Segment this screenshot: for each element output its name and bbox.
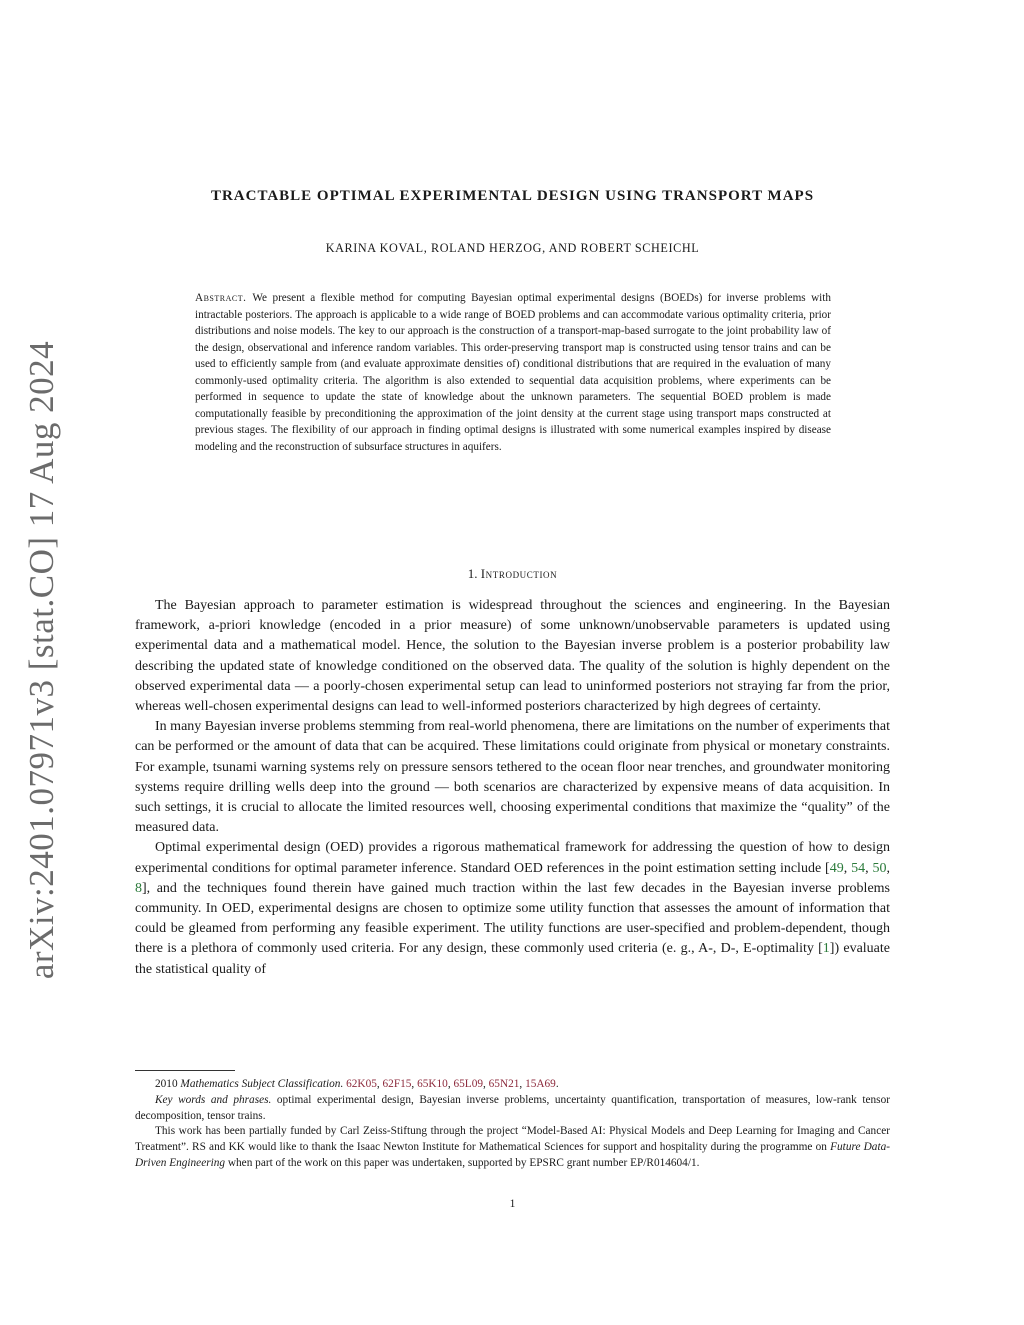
- msc-footnote: [135, 1077, 890, 1093]
- section-title: Introduction: [480, 566, 558, 581]
- citation-link[interactable]: 8: [135, 880, 142, 896]
- paragraph-3-text-a: Optimal experimental design (OED) provides a rigorous mathematical framework for addressing the question of how to design experimental conditions for optimal parameter inference. Standard OED references in the point estimation setting include [: [135, 840, 890, 876]
- funding-footnote: [135, 1124, 890, 1171]
- msc-separator: ,: [447, 1078, 454, 1090]
- footnotes: [135, 1077, 890, 1172]
- citation-link[interactable]: 54: [851, 860, 866, 876]
- citation-separator: ,: [865, 860, 873, 876]
- funding-text-a: This work has been partially funded by Carl Zeiss-Stiftung through the project “Model-Based AI: Physical Models and Deep Learning for Imaging and Cancer Treatment”. RS and KK would like to thank the Isaac Newton Institute for Mathematical Sciences for support and hospitality during the programme on: [135, 1125, 890, 1154]
- section-number: 1.: [467, 566, 478, 581]
- msc-end: .: [555, 1078, 559, 1090]
- msc-separator: ,: [519, 1078, 526, 1090]
- keywords-footnote: [135, 1093, 890, 1125]
- funding-text-b: when part of the work on this paper was undertaken, supported by EPSRC grant number EP/R014604/1.: [225, 1156, 700, 1169]
- paragraph-3-text-b: ], and the techniques found therein have gained much traction within the last few decades in the Bayesian inverse problems community. In OED, experimental designs are chosen to optimize some utility function that assesses the amount of information that could be gleamed from performing any feasible experiment. The utility functions are user-specified and problem-dependent, though there is a plethora of commonly used criteria. For any design, these commonly used criteria (e. g., A-, D-, E-optimality [: [135, 880, 890, 957]
- paragraph-3-text-c: ]) evaluate the statistical quality of: [135, 941, 890, 977]
- msc-separator: ,: [411, 1078, 418, 1090]
- keywords-label: Key words and phrases.: [155, 1093, 272, 1106]
- citation-link[interactable]: 49: [829, 860, 844, 876]
- body-text: [135, 596, 890, 980]
- citation-link[interactable]: 50: [872, 860, 887, 876]
- msc-code-link[interactable]: 62F15: [382, 1078, 412, 1090]
- paragraph-2: In many Bayesian inverse problems stemming from real-world phenomena, there are limitations on the number of experiments that can be performed or the amount of data that can be acquired. These limitations could originate from physical or monetary constraints. For example, tsunami warning systems rely on pressure sensors tethered to the ocean floor near trenches, and groundwater monitoring systems require drilling wells deep into the ground — both scenarios are characterized by expensive means of data acquisition. In such settings, it is crucial to allocate the limited resources well, choosing experimental conditions that maximize the “quality” of the measured data.: [135, 719, 890, 836]
- funding-programme: Future Data-Driven Engineering: [135, 1141, 891, 1169]
- abstract-text: We present a flexible method for computing Bayesian optimal experimental designs (BOEDs) for inverse problems with intractable posteriors. The approach is applicable to a wide range of BOED problems and can accommodate various optimality criteria, prior distributions and noise models. The key to our approach is the construction of a transport-map-based surrogate to the joint probability law of the design, observational and inference random variables. This order-preserving transport map is constructed using tensor trains and can be used to efficiently sample from (and evaluate approximate densities of) conditional distributions that are required in the evaluation of many commonly-used optimality criteria. The algorithm is also extended to sequential data acquisition problems, where experiments can be performed in sequence to update the state of knowledge about the unknown parameters. The sequential BOED problem is made computationally feasible by preconditioning the approximation of the joint density at the current stage using transport maps constructed at previous stages. The flexibility of our approach in finding optimal designs is illustrated with some numerical examples inspired by disease modeling and the reconstruction of subsurface structures in aquifers.: [195, 292, 831, 453]
- msc-code-link[interactable]: 62K05: [346, 1078, 377, 1090]
- abstract: [195, 290, 831, 455]
- msc-separator: ,: [483, 1078, 489, 1090]
- msc-code-link[interactable]: 15A69: [525, 1078, 556, 1090]
- arxiv-identifier-text: arXiv:2401.07971v3 [stat.CO] 17 Aug 2024: [22, 340, 62, 980]
- paper-title: TRACTABLE OPTIMAL EXPERIMENTAL DESIGN USING TRANSPORT MAPS: [210, 188, 815, 204]
- paragraph-3: [135, 838, 890, 979]
- msc-label: Mathematics Subject Classification.: [180, 1078, 344, 1090]
- arxiv-identifier: [18, 340, 66, 980]
- msc-code-link[interactable]: 65L09: [453, 1078, 483, 1090]
- paragraph-1: The Bayesian approach to parameter estimation is widespread throughout the sciences and engineering. In the Bayesian framework, a-priori knowledge (encoded in a prior measure) of some unknown/unobservable parameters is updated using experimental data and a mathematical model. Hence, the solution to the Bayesian inverse problem is a posterior probability law describing the updated state of knowledge conditioned on the observed data. The quality of the solution is highly dependent on the observed experimental data — a poorly-chosen experimental setup can lead to uninformed posteriors not straying far from the prior, whereas well-chosen experimental designs can lead to well-informed posteriors characterized by high degrees of certainty.: [135, 598, 890, 715]
- footnote-rule: [135, 1070, 235, 1071]
- msc-year: 2010: [155, 1078, 178, 1090]
- citation-separator: ,: [886, 860, 890, 876]
- section-heading: [135, 566, 890, 582]
- author-list: KARINA KOVAL, ROLAND HERZOG, AND ROBERT SCHEICHL: [325, 241, 700, 255]
- page-number: 1: [509, 1198, 516, 1210]
- msc-separator: ,: [376, 1078, 383, 1090]
- keywords-text: optimal experimental design, Bayesian inverse problems, uncertainty quantification, transportation of measures, low-rank tensor decomposition, tensor trains.: [135, 1093, 890, 1122]
- msc-code-link[interactable]: 65N21: [488, 1078, 520, 1090]
- abstract-label: Abstract.: [195, 292, 247, 304]
- citation-separator: ,: [843, 860, 852, 876]
- msc-code-link[interactable]: 65K10: [417, 1078, 448, 1090]
- citation-link[interactable]: 1: [822, 941, 830, 957]
